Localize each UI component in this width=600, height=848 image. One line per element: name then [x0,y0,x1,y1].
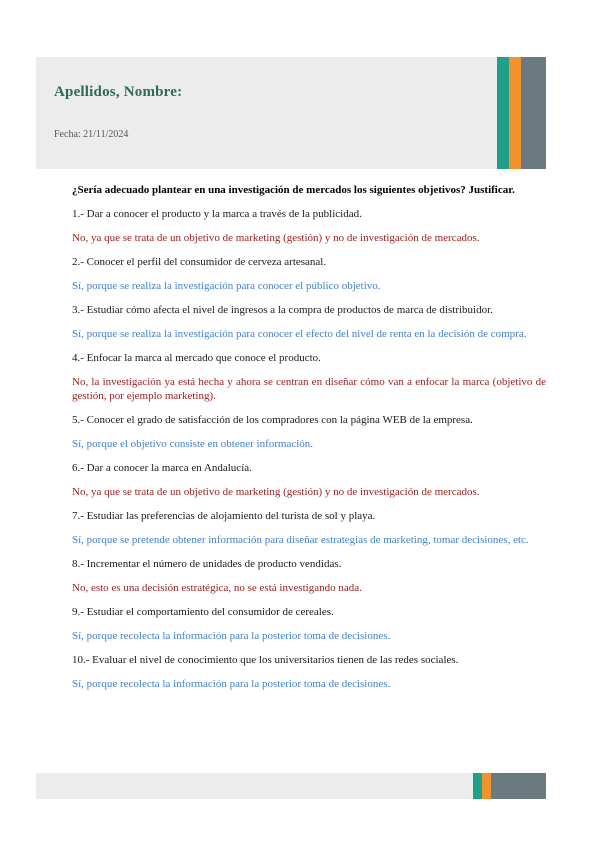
answer-10: Sí, porque recolecta la información para la posterior toma de decisiones. [72,678,391,690]
answer-3: Sí, porque se realiza la investigación para conocer el efecto del nivel de renta en la decisión de compra. [72,328,527,340]
header-band [36,57,546,169]
footer-stripe-teal [473,773,482,799]
page-title: Apellidos, Nombre: [54,84,183,100]
objective-10: 10.- Evaluar el nivel de conocimiento que los universitarios tienen de las redes sociales. [72,654,459,666]
footer-stripe-orange [482,773,491,799]
question-heading: ¿Sería adecuado plantear en una investigación de mercados los siguientes objetivos? Justificar. [72,184,515,196]
accent-stripe-orange [509,57,521,169]
objective-2: 2.- Conocer el perfil del consumidor de cerveza artesanal. [72,256,327,268]
footer-band [36,773,546,799]
objective-5: 5.- Conocer el grado de satisfacción de los compradores con la página WEB de la empresa. [72,414,473,426]
footer-stripe-gray [491,773,546,799]
objective-1: 1.- Dar a conocer el producto y la marca a través de la publicidad. [72,208,362,220]
answer-4: No, la investigación ya está hecha y ahora se centran en diseñar cómo van a enfocar la marca (objetivo de gestión, por ejemplo marketing). [72,376,546,402]
objective-4: 4.- Enfocar la marca al mercado que conoce el producto. [72,352,321,364]
document-body [72,183,546,701]
objective-3: 3.- Estudiar cómo afecta el nivel de ingresos a la compra de productos de marca de distribuidor. [72,304,493,316]
answer-2: Sí, porque se realiza la investigación para conocer el público objetivo. [72,280,381,292]
objective-9: 9.- Estudiar el comportamiento del consumidor de cereales. [72,606,334,618]
answer-7: Sí, porque se pretende obtener información para diseñar estrategias de marketing, tomar decisiones, etc. [72,534,529,546]
objective-7: 7.- Estudiar las preferencias de alojamiento del turista de sol y playa. [72,510,376,522]
answer-9: Sí, porque recolecta la información para la posterior toma de decisiones. [72,630,391,642]
answer-5: Sí, porque el objetivo consiste en obtener información. [72,438,314,450]
answer-1: No, ya que se trata de un objetivo de marketing (gestión) y no de investigación de mercados. [72,232,480,244]
accent-stripe-teal [497,57,509,169]
objective-8: 8.- Incrementar el número de unidades de producto vendidas. [72,558,342,570]
date-label: Fecha: 21/11/2024 [54,129,129,140]
answer-8: No, esto es una decisión estratégica, no se está investigando nada. [72,582,362,594]
accent-stripe-gray [521,57,546,169]
objective-6: 6.- Dar a conocer la marca en Andalucía. [72,462,252,474]
answer-6: No, ya que se trata de un objetivo de marketing (gestión) y no de investigación de mercados. [72,486,480,498]
